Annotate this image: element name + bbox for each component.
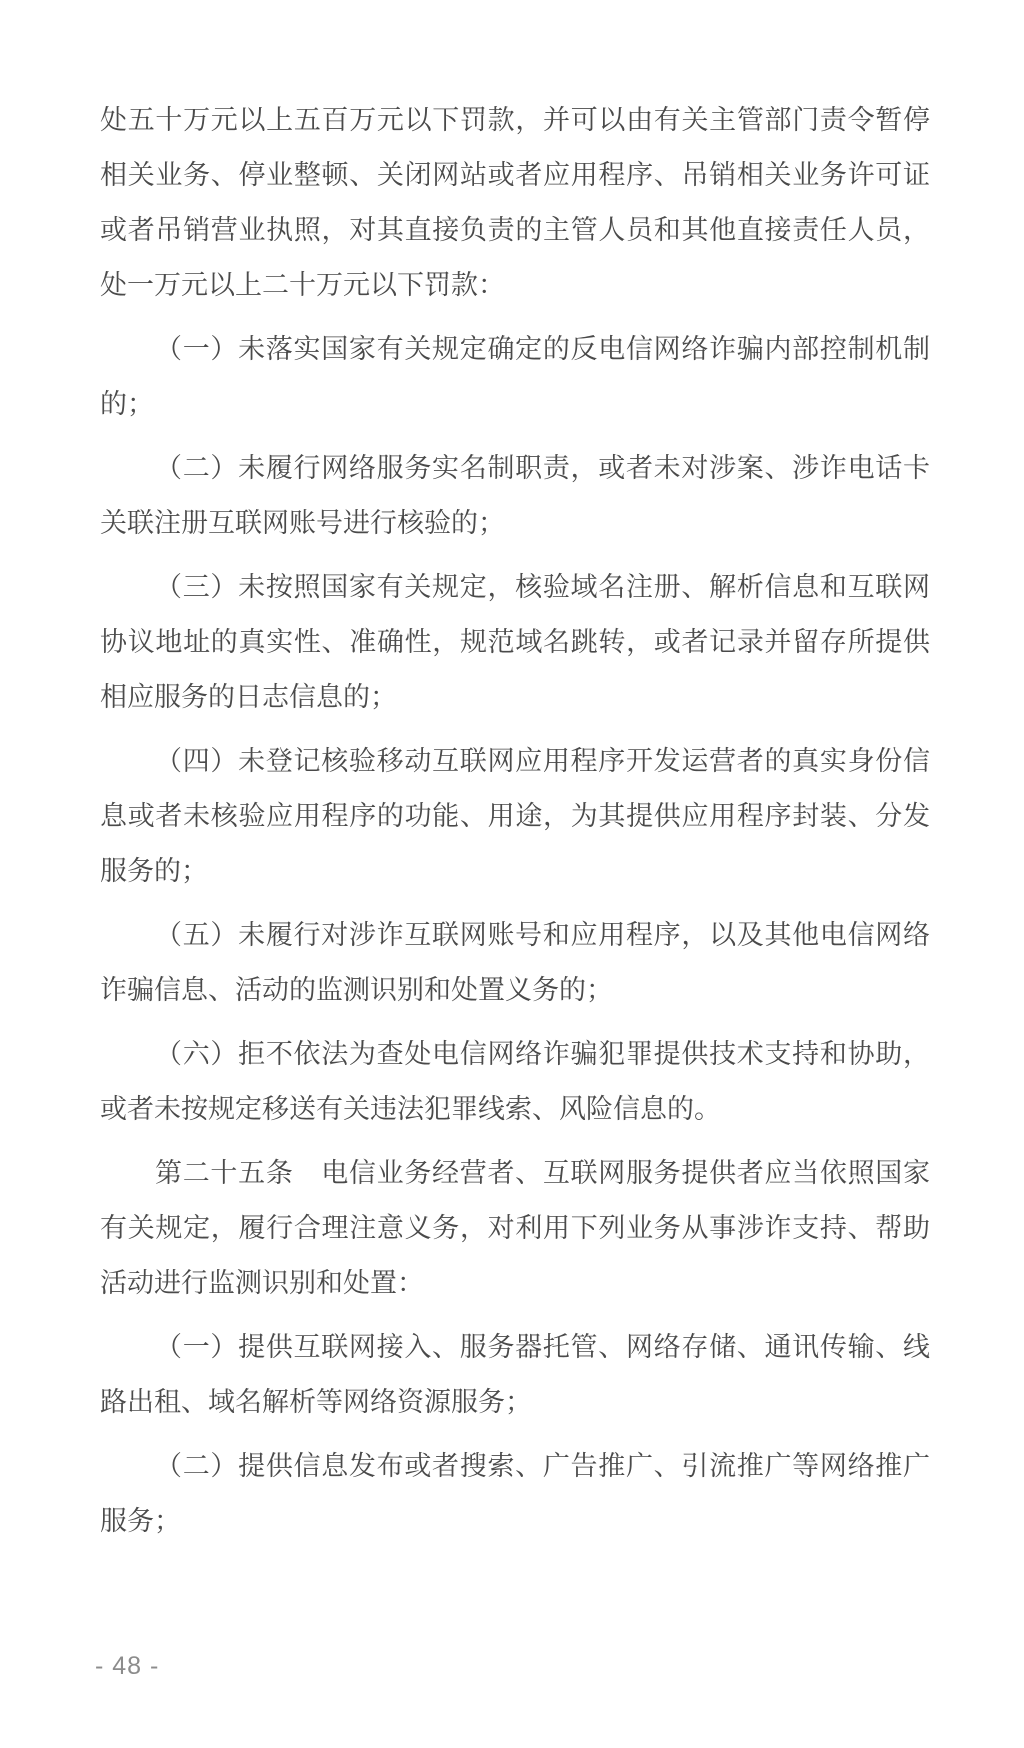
paragraph-item-2 (100, 441, 930, 551)
text-line: 息或者未核验应用程序的功能、用途，为其提供应用程序封装、分发 (100, 801, 930, 831)
text-line: 处一万元以上二十万元以下罚款： (100, 270, 505, 300)
paragraph-item-5 (100, 908, 930, 1018)
text-line: 第二十五条 电信业务经营者、互联网服务提供者应当依照国家 (155, 1158, 930, 1188)
text-line: （二）提供信息发布或者搜索、广告推广、引流推广等网络推广 (155, 1451, 930, 1481)
text-line: 服务的； (100, 856, 208, 886)
paragraph-article25-item-2 (100, 1439, 930, 1549)
text-line: 或者未按规定移送有关违法犯罪线索、风险信息的。 (100, 1094, 721, 1124)
text-line: （二）未履行网络服务实名制职责，或者未对涉案、涉诈电话卡 (155, 453, 930, 483)
document-body-text (100, 93, 930, 1549)
text-line: （四）未登记核验移动互联网应用程序开发运营者的真实身份信 (155, 746, 930, 776)
text-line: 相应服务的日志信息的； (100, 682, 397, 712)
text-line: 服务； (100, 1506, 181, 1536)
paragraph-item-3 (100, 560, 930, 725)
text-line: （一）提供互联网接入、服务器托管、网络存储、通讯传输、线 (155, 1332, 930, 1362)
text-line: 的； (100, 389, 154, 419)
paragraph-item-4 (100, 734, 930, 899)
text-line: （五）未履行对涉诈互联网账号和应用程序，以及其他电信网络 (155, 920, 930, 950)
page-number: - 48 - (95, 1652, 160, 1680)
text-line: 处五十万元以上五百万元以下罚款，并可以由有关主管部门责令暂停 (100, 105, 930, 135)
paragraph-item-1 (100, 322, 930, 432)
paragraph-article25-item-1 (100, 1320, 930, 1430)
text-line: （一）未落实国家有关规定确定的反电信网络诈骗内部控制机制 (155, 334, 930, 364)
text-line: 关联注册互联网账号进行核验的； (100, 508, 505, 538)
text-line: （六）拒不依法为查处电信网络诈骗犯罪提供技术支持和协助， (155, 1039, 930, 1069)
text-line: 诈骗信息、活动的监测识别和处置义务的； (100, 975, 613, 1005)
text-line: 协议地址的真实性、准确性，规范域名跳转，或者记录并留存所提供 (100, 627, 930, 657)
text-line: 有关规定，履行合理注意义务，对利用下列业务从事涉诈支持、帮助 (100, 1213, 930, 1243)
paragraph-item-6 (100, 1027, 930, 1137)
text-line: 活动进行监测识别和处置： (100, 1268, 424, 1298)
text-line: 或者吊销营业执照，对其直接负责的主管人员和其他直接责任人员， (100, 215, 930, 245)
text-line: （三）未按照国家有关规定，核验域名注册、解析信息和互联网 (155, 572, 930, 602)
text-line: 相关业务、停业整顿、关闭网站或者应用程序、吊销相关业务许可证 (100, 160, 930, 190)
paragraph-penalty-continuation (100, 93, 930, 313)
text-line: 路出租、域名解析等网络资源服务； (100, 1387, 532, 1417)
paragraph-article-25 (100, 1146, 930, 1311)
